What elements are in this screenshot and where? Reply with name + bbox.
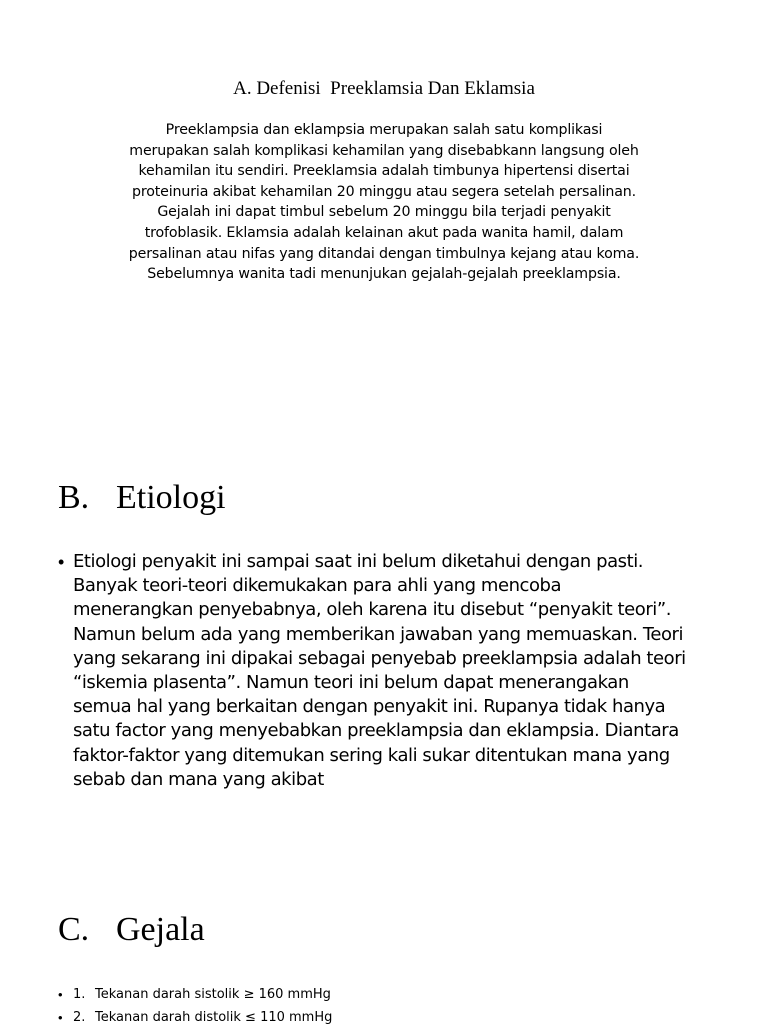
definition-line: persalinan atau nifas yang ditandai dengan timbulnya kejang atau koma. — [128, 245, 640, 262]
symptoms-letter: C. — [58, 911, 90, 948]
slide-definition — [0, 0, 768, 320]
etiology-line: satu factor yang menyebabkan preeklampsia dan eklampsia. Diantara — [73, 720, 679, 742]
etiology-letter: B. — [58, 479, 90, 516]
definition-line: merupakan salah komplikasi kehamilan yang disebabkann langsung oleh — [129, 142, 639, 159]
bullet-icon: • — [58, 987, 63, 1002]
definition-line: Preeklampsia dan eklampsia merupakan salah satu komplikasi — [165, 122, 603, 138]
list-item — [58, 983, 718, 1006]
symptoms-heading — [58, 910, 205, 950]
bullet-icon: • — [58, 552, 64, 572]
list-item — [58, 550, 718, 792]
item-text: Tekanan darah sistolik ≥ 160 mmHg — [95, 987, 331, 1002]
item-number: 1. — [73, 987, 86, 1002]
definition-line: proteinuria akibat kehamilan 20 minggu atau segera setelah persalinan. — [132, 183, 636, 200]
definition-line: trofoblasik. Eklamsia adalah kelainan akut pada wanita hamil, dalam — [144, 224, 624, 241]
etiology-line: “iskemia plasenta”. Namun teori ini belum dapat menerangakan — [73, 672, 629, 694]
slide-symptoms — [0, 890, 768, 1024]
etiology-title: Etiologi — [116, 479, 226, 516]
symptoms-title: Gejala — [116, 911, 205, 948]
etiology-line: faktor-faktor yang ditemukan sering kali sukar ditentukan mana yang — [73, 744, 670, 766]
symptoms-list — [58, 983, 718, 1029]
etiology-line: yang sekarang ini dipakai sebagai penyebab preeklampsia adalah teori — [73, 647, 686, 669]
list-item — [58, 1006, 718, 1029]
etiology-list — [58, 550, 718, 792]
etiology-line: Banyak teori-teori dikemukakan para ahli yang mencoba — [73, 575, 562, 597]
bullet-icon: • — [58, 1010, 63, 1025]
definition-line: kehamilan itu sendiri. Preeklamsia adalah timbunya hipertensi disertai — [138, 163, 630, 180]
definition-title: A. Defenisi Preeklamsia Dan Eklamsia — [233, 78, 535, 99]
etiology-line: sebab dan mana yang akibat — [73, 768, 324, 790]
etiology-heading — [58, 478, 226, 518]
etiology-line: semua hal yang berkaitan dengan penyakit ini. Rupanya tidak hanya — [73, 696, 666, 718]
slide-etiology — [0, 460, 768, 840]
etiology-line: Namun belum ada yang memberikan jawaban yang memuaskan. Teori — [73, 623, 684, 645]
definition-line: Gejalah ini dapat timbul sebelum 20 minggu bila terjadi penyakit — [157, 204, 611, 221]
item-text: Tekanan darah distolik ≤ 110 mmHg — [95, 1010, 333, 1025]
etiology-line: Etiologi penyakit ini sampai saat ini belum diketahui dengan pasti. — [73, 551, 644, 572]
item-number: 2. — [73, 1010, 86, 1025]
etiology-line: menerangkan penyebabnya, oleh karena itu disebut “penyakit teori”. — [73, 599, 671, 621]
definition-line: Sebelumnya wanita tadi menunjukan gejalah-gejalah preeklampsia. — [147, 266, 621, 283]
definition-paragraph — [96, 120, 672, 285]
